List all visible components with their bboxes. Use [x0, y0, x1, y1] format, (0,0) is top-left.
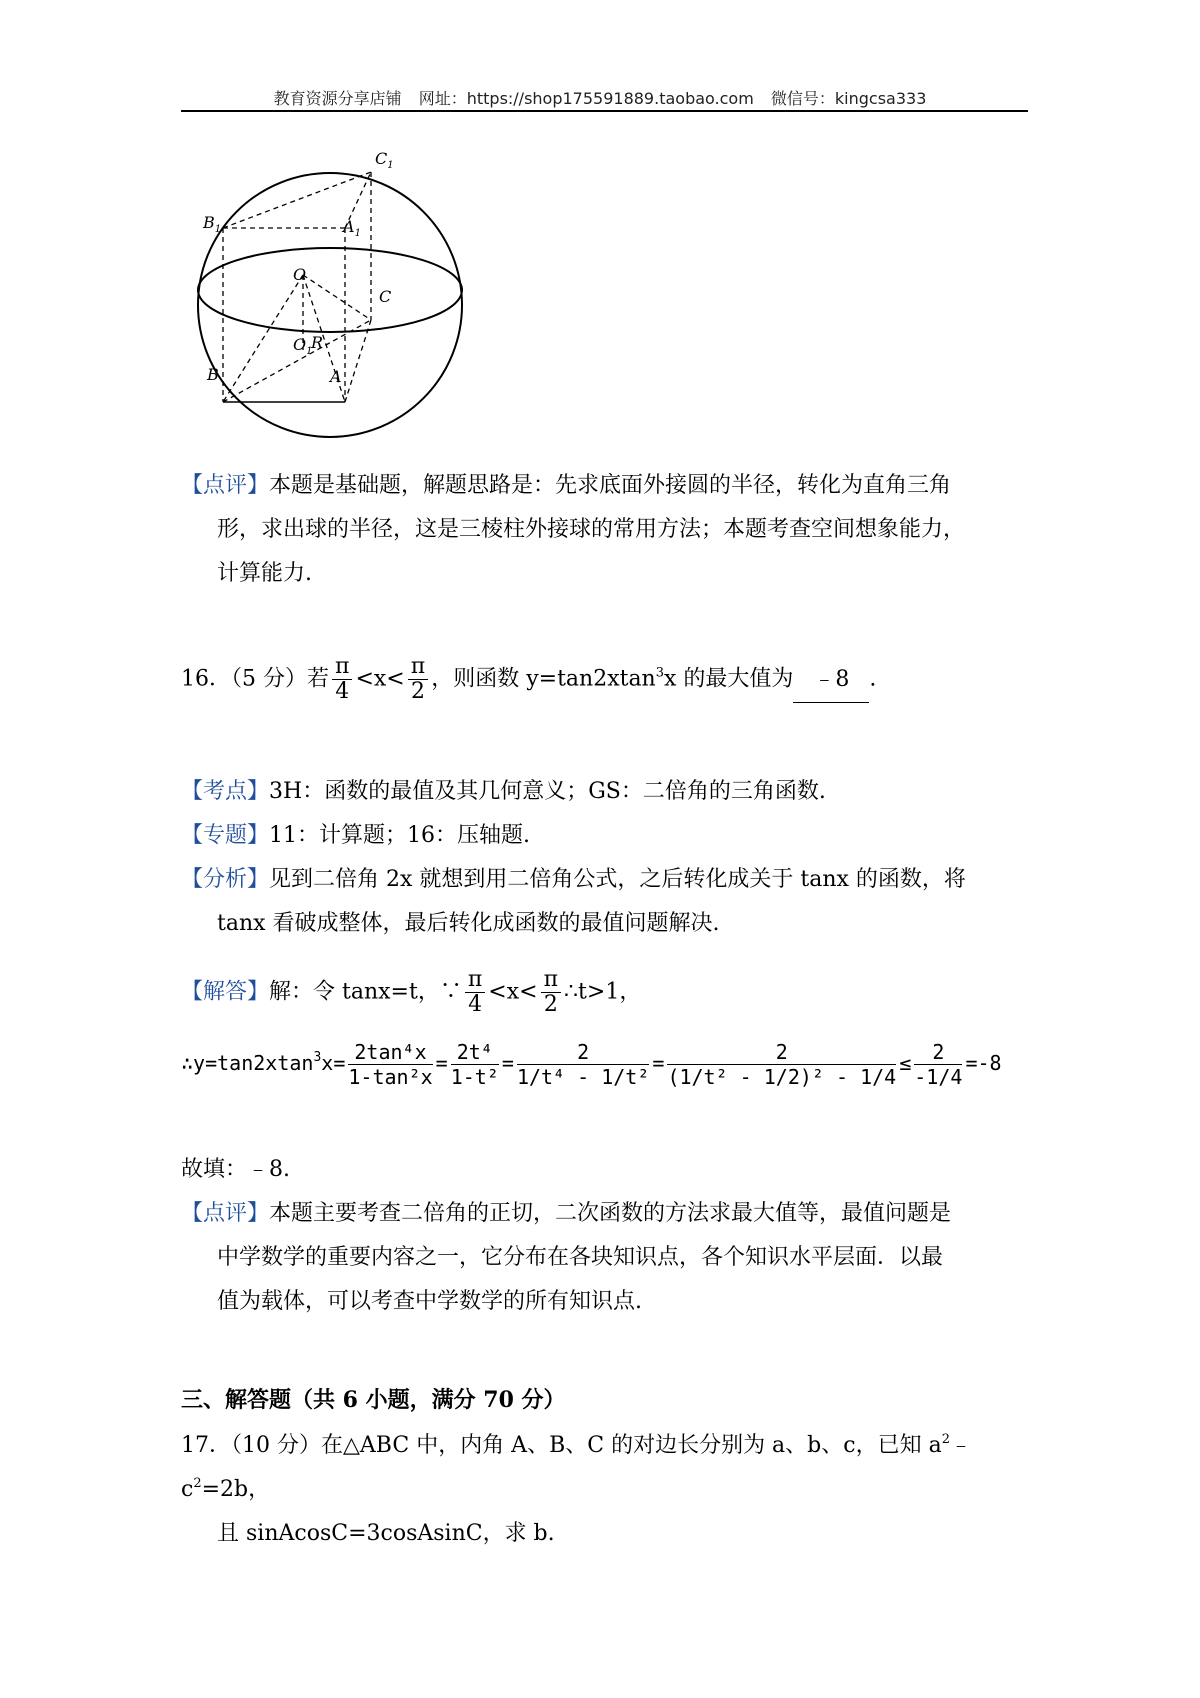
label-C: C [379, 287, 392, 306]
page-header [0, 86, 1200, 109]
formula-line: ∴y=tan2xtan$^3$x= $\frac{\text{2tan⁴x}}{\text{1-tan²x}}$ = $\frac{\text{2t⁴}}{\text{1-t²}}$ = $\frac{2}{\text{1/t⁴ - 1/t²}}$ = $\frac{2}{\text{(1/t² - 1/2)² - 1/4}}$ ≤ $\frac{2}{-1/4}$ =-8 [181, 1040, 1002, 1089]
q16-prefix: 16．（5 分）若 [181, 666, 329, 692]
formula-frac-4: $\frac{2}{\text{(1/t² - 1/2)² - 1/4}}$ [667, 1040, 897, 1089]
analysis-block [181, 770, 1041, 946]
q16-frac-pi-2: $\frac{\pi}{2}$ [408, 655, 428, 704]
sphere-outline [198, 173, 462, 437]
review-2: 【点评】本题主要考查二倍角的正切，二次函数的方法求最大值等，最值问题是 中学数学的重要内容之一，它分布在各块知识点，各个知识水平层面．以最 值为载体，可以考查中学数学的所有知识点. [181, 1201, 952, 1314]
fenxi: 【分析】见到二倍角 2x 就想到用二倍角公式，之后转化成关于 tanx 的函数，将 [181, 867, 966, 892]
label-B1: $B_1$ [203, 213, 222, 235]
sphere-prism-figure [185, 150, 485, 460]
jieda-frac-pi-4: $\frac{\pi}{4}$ [465, 968, 485, 1017]
q16-ineq: <x< [355, 666, 405, 692]
review-1-tag: 【点评】 [181, 473, 270, 498]
jieda-frac-pi-2: $\frac{\pi}{2}$ [541, 968, 561, 1017]
q16-end: . [869, 666, 877, 692]
header-shop: 教育资源分享店铺 [273, 89, 402, 108]
fenxi-line2: tanx 看破成整体，最后转化成函数的最值问题解决. [217, 911, 720, 936]
section-3-title: 三、解答题（共 6 小题，满分 70 分） [181, 1387, 566, 1413]
label-R: R [311, 333, 324, 352]
q16-frac-pi-4: $\frac{\pi}{4}$ [332, 655, 352, 704]
question-16 [181, 655, 1041, 704]
label-A1: $A_1$ [343, 217, 361, 239]
label-O: O [293, 265, 307, 284]
header-wechat: 微信号：kingcsa333 [770, 89, 927, 108]
guti: 故填：﹣8. [181, 1157, 290, 1182]
label-B: B [207, 365, 219, 384]
prism-edges [223, 172, 371, 402]
review-1 [181, 464, 1041, 596]
review-1-line1: 本题是基础题，解题思路是：先求底面外接圆的半径，转化为直角三角 [269, 473, 952, 498]
q16-mid: ，则函数 y=tan2xtan [431, 666, 656, 692]
q16-suffix: x 的最大值为 [664, 666, 794, 692]
header-url: 网址：https://shop175591889.taobao.com [418, 89, 754, 108]
jieda: 【解答】解：令 tanx=t，∵ $\frac{\pi}{4}$ <x< $\frac{\pi}{2}$ ∴t>1， [181, 967, 642, 1017]
label-A: A [330, 367, 342, 386]
q16-sup: 3 [655, 665, 665, 681]
formula-frac-2: $\frac{\text{2t⁴}}{\text{1-t²}}$ [450, 1040, 499, 1089]
formula-frac-1: $\frac{\text{2tan⁴x}}{\text{1-tan²x}}$ [348, 1040, 433, 1089]
header-divider [181, 110, 1028, 112]
label-C1: $C_1$ [375, 150, 394, 171]
formula-frac-5: $\frac{2}{-1/4}$ [914, 1040, 963, 1089]
review-1-line3: 计算能力. [217, 561, 312, 586]
review-1-line2: 形，求出球的半径，这是三棱柱外接球的常用方法；本题考查空间想象能力， [217, 517, 966, 542]
q16-answer: ﹣8 [793, 658, 869, 703]
label-O1: $O_1$ [293, 335, 313, 357]
equator-ellipse [198, 248, 462, 332]
formula-frac-3: $\frac{2}{\text{1/t⁴ - 1/t²}}$ [516, 1040, 650, 1089]
kaodian: 【考点】3H：函数的最值及其几何意义；GS：二倍角的三角函数. [181, 779, 826, 804]
question-17: 17．（10 分）在△ABC 中，内角 A、B、C 的对边长分别为 a、b、c，已知 $a^2﹣c^2=2b$， 且 sinAcosC=3cosAsinC，求 b. [181, 1432, 972, 1546]
zhuanti: 【专题】11：计算题；16：压轴题. [181, 823, 530, 848]
